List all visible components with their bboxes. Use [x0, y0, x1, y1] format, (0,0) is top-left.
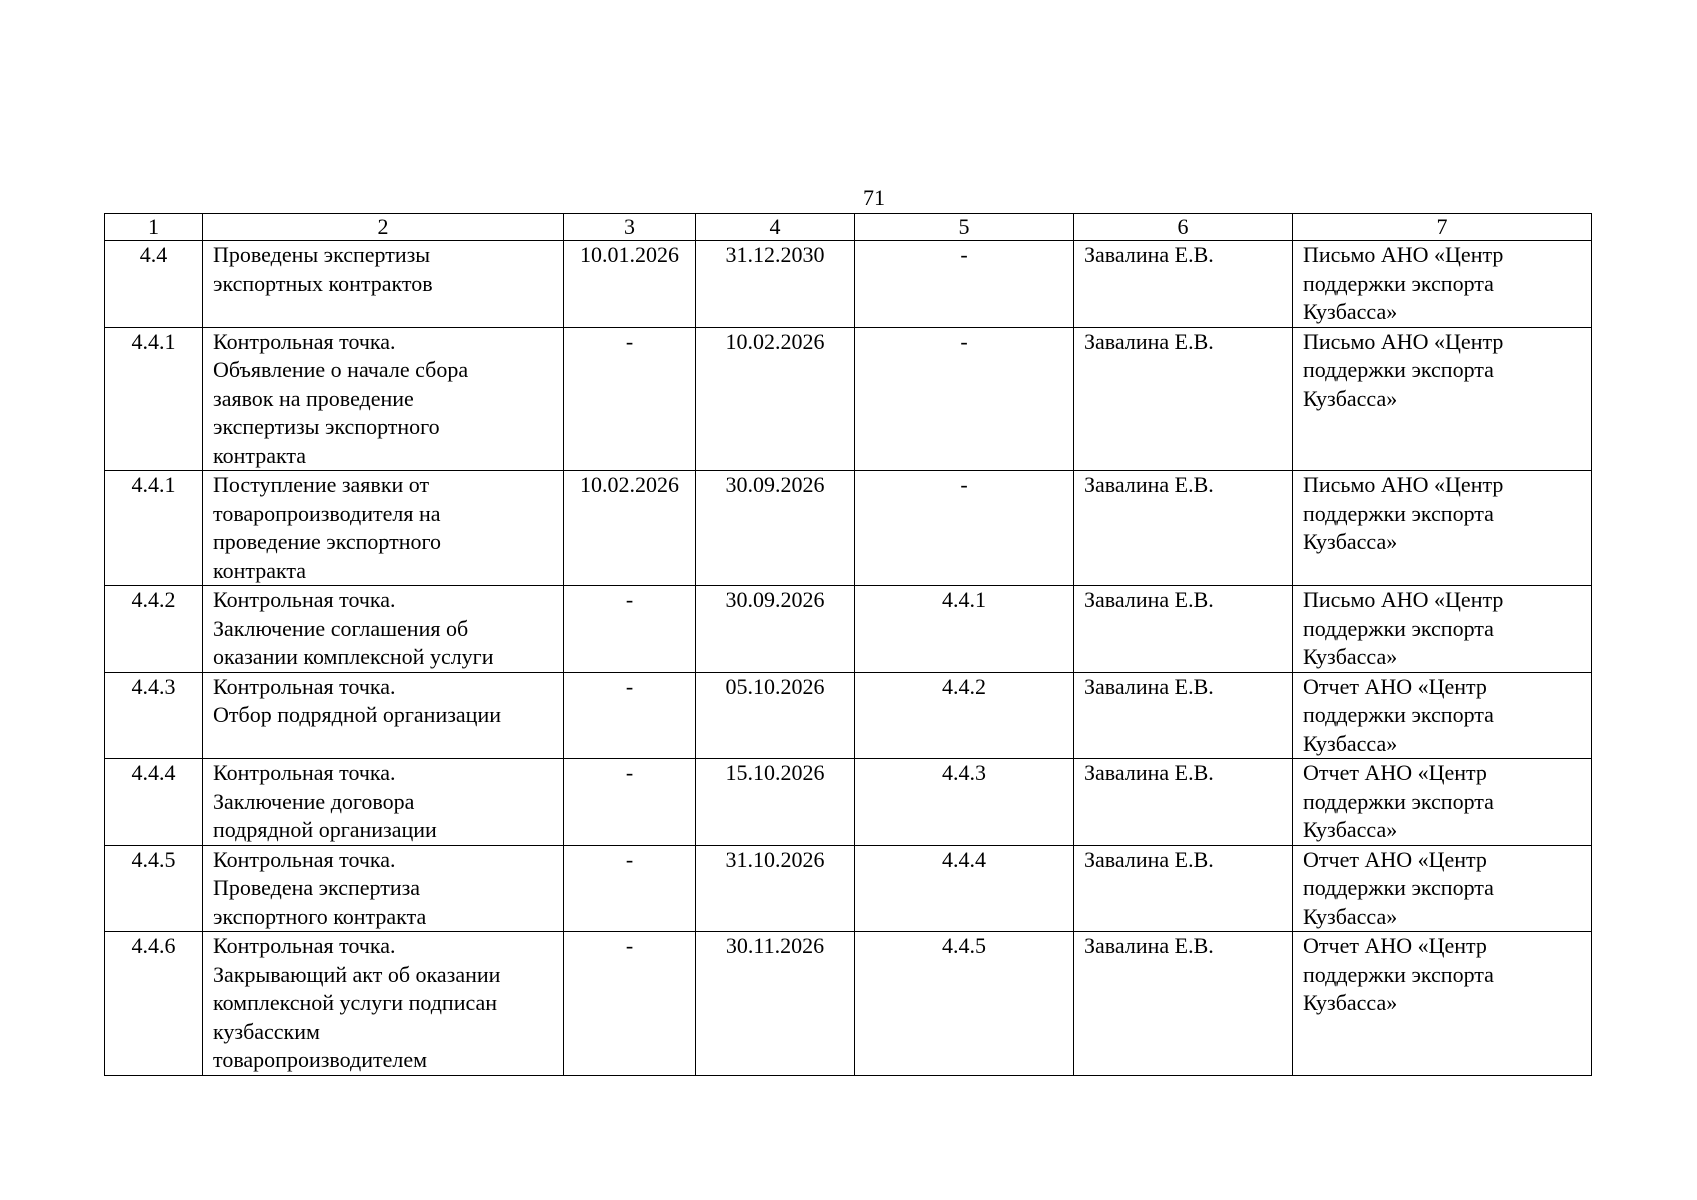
table-row: [105, 586, 1592, 673]
end-date: 30.11.2026: [696, 932, 855, 1076]
row-number: 4.4.2: [105, 586, 203, 673]
document-type: Отчет АНО «Центр поддержки экспорта Кузбасса»: [1293, 845, 1592, 932]
row-number: 4.4.6: [105, 932, 203, 1076]
responsible: Завалина Е.В.: [1074, 327, 1293, 471]
end-date: 30.09.2026: [696, 586, 855, 673]
header-cell-6: 6: [1074, 214, 1293, 241]
event-name: Контрольная точка. Объявление о начале сбора заявок на проведение экспертизы экспортного контракта: [203, 327, 564, 471]
row-number: 4.4.3: [105, 672, 203, 759]
end-date: 10.02.2026: [696, 327, 855, 471]
header-cell-3: 3: [564, 214, 696, 241]
document-type: Письмо АНО «Центр поддержки экспорта Кузбасса»: [1293, 327, 1592, 471]
start-date: -: [564, 759, 696, 846]
event-name: Контрольная точка. Заключение договора подрядной организации: [203, 759, 564, 846]
dependency: -: [855, 471, 1074, 586]
end-date: 30.09.2026: [696, 471, 855, 586]
row-number: 4.4: [105, 241, 203, 328]
dependency: 4.4.1: [855, 586, 1074, 673]
plan-table: [104, 213, 1592, 1076]
start-date: -: [564, 672, 696, 759]
header-cell-1: 1: [105, 214, 203, 241]
header-cell-5: 5: [855, 214, 1074, 241]
document-type: Письмо АНО «Центр поддержки экспорта Кузбасса»: [1293, 586, 1592, 673]
row-number: 4.4.5: [105, 845, 203, 932]
responsible: Завалина Е.В.: [1074, 672, 1293, 759]
page-number: 71: [863, 185, 885, 210]
header-cell-4: 4: [696, 214, 855, 241]
start-date: -: [564, 845, 696, 932]
end-date: 31.12.2030: [696, 241, 855, 328]
dependency: -: [855, 327, 1074, 471]
table-row: [105, 759, 1592, 846]
dependency: 4.4.3: [855, 759, 1074, 846]
document-type: Отчет АНО «Центр поддержки экспорта Кузбасса»: [1293, 759, 1592, 846]
table-row: [105, 327, 1592, 471]
dependency: 4.4.4: [855, 845, 1074, 932]
table-row: [105, 932, 1592, 1076]
document-type: Письмо АНО «Центр поддержки экспорта Кузбасса»: [1293, 241, 1592, 328]
table-row: [105, 672, 1592, 759]
dependency: 4.4.2: [855, 672, 1074, 759]
header-cell-7: 7: [1293, 214, 1592, 241]
document-type: Отчет АНО «Центр поддержки экспорта Кузбасса»: [1293, 672, 1592, 759]
responsible: Завалина Е.В.: [1074, 845, 1293, 932]
event-name: Проведены экспертизы экспортных контрактов: [203, 241, 564, 328]
responsible: Завалина Е.В.: [1074, 932, 1293, 1076]
header-row: [105, 214, 1592, 241]
event-name: Поступление заявки от товаропроизводителя на проведение экспортного контракта: [203, 471, 564, 586]
end-date: 05.10.2026: [696, 672, 855, 759]
start-date: 10.01.2026: [564, 241, 696, 328]
responsible: Завалина Е.В.: [1074, 471, 1293, 586]
document-type: Письмо АНО «Центр поддержки экспорта Кузбасса»: [1293, 471, 1592, 586]
start-date: -: [564, 327, 696, 471]
responsible: Завалина Е.В.: [1074, 759, 1293, 846]
row-number: 4.4.1: [105, 471, 203, 586]
document-type: Отчет АНО «Центр поддержки экспорта Кузбасса»: [1293, 932, 1592, 1076]
table-row: [105, 845, 1592, 932]
end-date: 15.10.2026: [696, 759, 855, 846]
event-name: Контрольная точка. Отбор подрядной организации: [203, 672, 564, 759]
row-number: 4.4.1: [105, 327, 203, 471]
start-date: -: [564, 586, 696, 673]
row-number: 4.4.4: [105, 759, 203, 846]
event-name: Контрольная точка. Заключение соглашения об оказании комплексной услуги: [203, 586, 564, 673]
event-name: Контрольная точка. Закрывающий акт об оказании комплексной услуги подписан кузбасским товаропроизводителем: [203, 932, 564, 1076]
table-row: [105, 241, 1592, 328]
header-cell-2: 2: [203, 214, 564, 241]
start-date: 10.02.2026: [564, 471, 696, 586]
table-row: [105, 471, 1592, 586]
end-date: 31.10.2026: [696, 845, 855, 932]
dependency: -: [855, 241, 1074, 328]
responsible: Завалина Е.В.: [1074, 586, 1293, 673]
event-name: Контрольная точка. Проведена экспертиза экспортного контракта: [203, 845, 564, 932]
responsible: Завалина Е.В.: [1074, 241, 1293, 328]
dependency: 4.4.5: [855, 932, 1074, 1076]
start-date: -: [564, 932, 696, 1076]
